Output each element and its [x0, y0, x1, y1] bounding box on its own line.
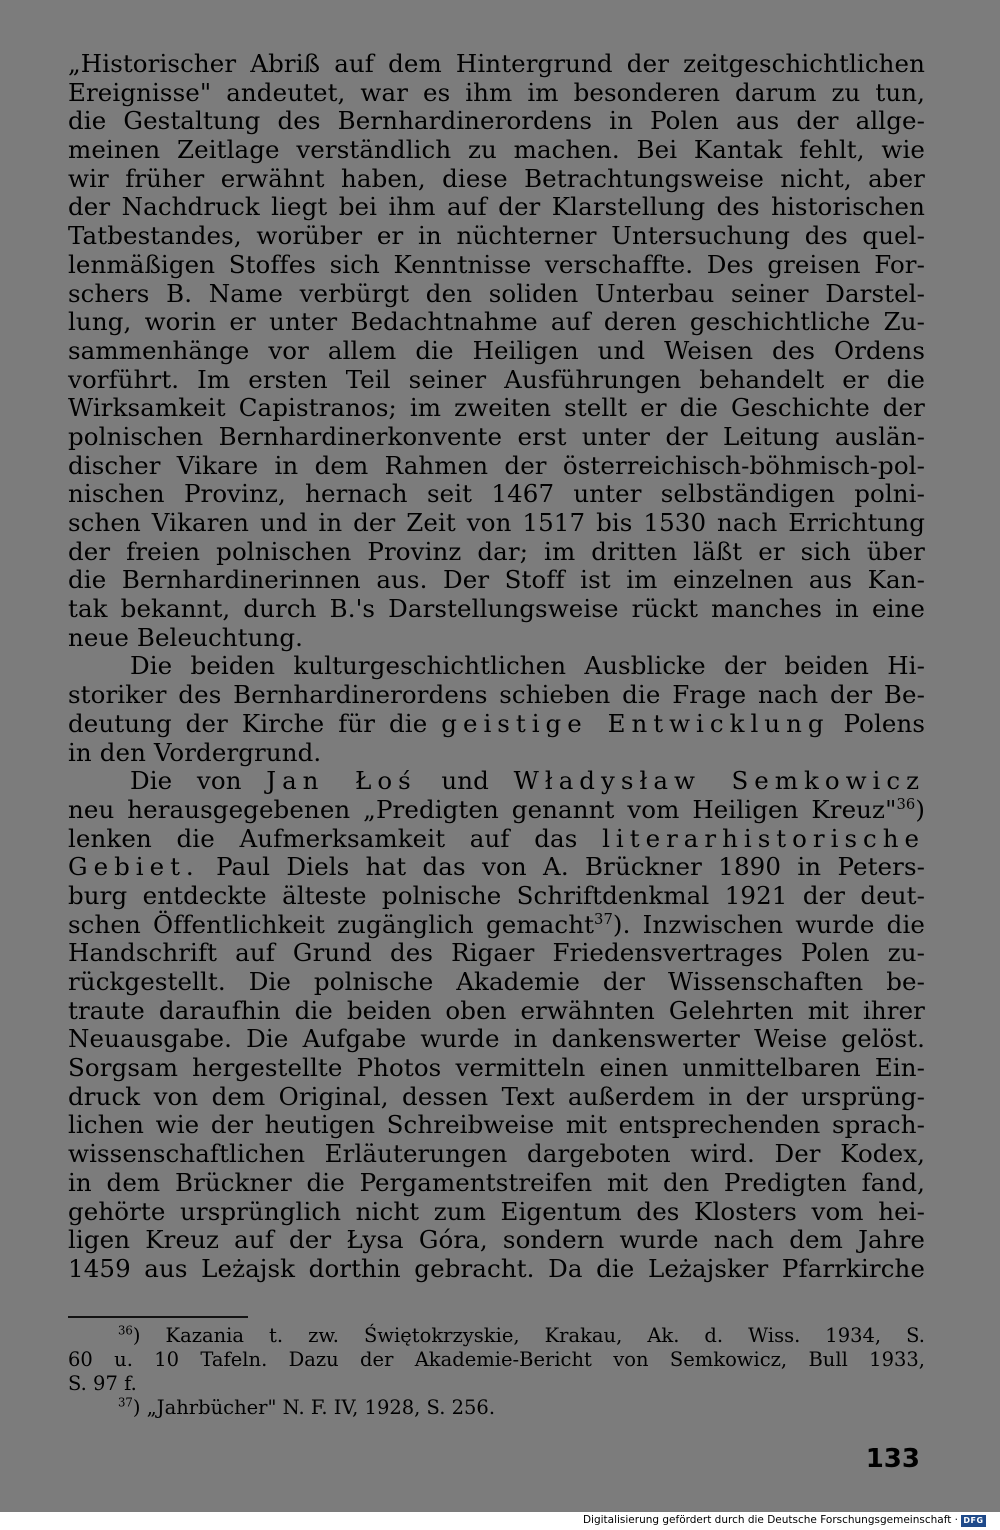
text-line — [68, 911, 925, 940]
footnote-36 — [68, 1324, 925, 1348]
text-line: Wirksamkeit Capistranos; im zweiten stellt er die Geschichte der — [68, 393, 925, 423]
text-line: druck von dem Original, dessen Text außerdem in der ursprüng- — [68, 1081, 925, 1111]
text-segment: ) — [915, 794, 925, 824]
text-line: sammenhänge vor allem die Heiligen und Weisen des Ordens — [68, 335, 925, 365]
text-segment: Die von — [130, 766, 242, 796]
text-segment: Polens — [843, 708, 926, 738]
spaced-emphasis: Jan Łoś — [266, 766, 417, 796]
text-segment: schen Öffentlichkeit zugänglich gemacht — [68, 909, 595, 939]
text-segment: und — [441, 766, 489, 796]
footnote-reference: 36 — [896, 795, 916, 813]
footnote-divider — [68, 1316, 248, 1318]
text-segment: lenken die Aufmerksamkeit auf das — [68, 823, 578, 853]
text-line: wir früher erwähnt haben, diese Betrachtungsweise nicht, aber — [68, 163, 925, 193]
text-segment: neu herausgegebenen „Predigten genannt vom Heiligen Kreuz" — [68, 794, 897, 824]
footnote-reference: 37 — [594, 910, 613, 928]
text-segment: Paul Diels hat das von A. Brückner 1890 in Peters- — [216, 852, 925, 882]
text-line — [68, 710, 925, 739]
text-line: ligen Kreuz auf der Łysa Góra, sondern wurde nach dem Jahre — [68, 1225, 925, 1255]
text-line — [68, 796, 925, 825]
text-line: traute daraufhin die beiden oben erwähnten Gelehrten mit ihrer — [68, 995, 925, 1025]
text-line: Die beiden kulturgeschichtlichen Ausblicke der beiden Hi- — [130, 651, 925, 681]
body-text — [68, 50, 925, 1284]
footnote-36-continued: 60 u. 10 Tafeln. Dazu der Akademie-Bericht von Semkowicz, Bull 1933, — [68, 1348, 925, 1371]
text-line: lung, worin er unter Bedachtnahme auf deren geschichtliche Zu- — [68, 307, 925, 337]
footnote-36-continued: S. 97 f. — [68, 1372, 137, 1395]
footnote-text: ) Kazania t. zw. Świętokrzyskie, Krakau, Ak. d. Wiss. 1934, S. — [132, 1324, 925, 1347]
text-line — [68, 853, 925, 882]
text-line: „Historischer Abriß auf dem Hintergrund der zeitgeschichtlichen — [68, 49, 925, 78]
text-line — [68, 825, 925, 854]
text-line: rückgestellt. Die polnische Akademie der Wissenschaften be- — [68, 967, 925, 996]
text-line: vorführt. Im ersten Teil seiner Ausführungen behandelt er die — [68, 364, 925, 394]
text-segment: deutung der Kirche für die — [68, 708, 428, 738]
spaced-emphasis: literarhistorische — [602, 823, 926, 853]
text-line: in den Vordergrund. — [68, 737, 322, 767]
text-line: neue Beleuchtung. — [68, 622, 304, 652]
text-line: wissenschaftlichen Erläuterungen dargeboten wird. Der Kodex, — [68, 1139, 925, 1169]
text-segment: ). Inzwischen wurde die — [612, 909, 925, 939]
text-line: 1459 aus Leżajsk dorthin gebracht. Da die Leżajsker Pfarrkirche — [68, 1253, 925, 1283]
spaced-emphasis: Władysław Semkowicz — [513, 766, 926, 796]
funding-notice: Digitalisierung gefördert durch die Deutsche Forschungsgemeinschaft · — [582, 1514, 958, 1526]
footnote-marker: 36 — [118, 1323, 133, 1338]
text-line: polnischen Bernhardinerkonvente erst unter der Leitung auslän- — [68, 421, 925, 451]
footnote-marker: 37 — [118, 1395, 133, 1410]
spaced-emphasis: Gebiet. — [68, 852, 200, 882]
text-line: Tatbestandes, worüber er in nüchterner Untersuchung des quel- — [68, 221, 925, 251]
dfg-logo-icon: DFG — [961, 1515, 986, 1527]
text-line: tak bekannt, durch B.'s Darstellungsweise rückt manches in eine — [68, 594, 925, 624]
text-line: lichen wie der heutigen Schreibweise mit entsprechenden sprach- — [68, 1110, 925, 1140]
text-line — [68, 767, 925, 796]
text-line: der Nachdruck liegt bei ihm auf der Klarstellung des historischen — [68, 192, 925, 222]
text-line: discher Vikare in dem Rahmen der österreichisch-böhmisch-pol- — [68, 450, 925, 480]
text-line: Neuausgabe. Die Aufgabe wurde in dankenswerter Weise gelöst. — [68, 1024, 925, 1054]
text-line: nischen Provinz, hernach seit 1467 unter selbständigen polni- — [68, 479, 925, 509]
page-number: 133 — [865, 1444, 920, 1474]
text-line: Ereignisse" andeutet, war es ihm im besonderen darum zu tun, — [68, 77, 925, 107]
text-line: die Bernhardinerinnen aus. Der Stoff ist im einzelnen aus Kan- — [68, 565, 925, 595]
text-line: gehörte ursprünglich nicht zum Eigentum des Klosters vom hei- — [68, 1196, 925, 1226]
text-line: meinen Zeitlage verständlich zu machen. Bei Kantak fehlt, wie — [68, 135, 925, 165]
spaced-emphasis: geistige Entwicklung — [441, 708, 830, 738]
text-line: schen Vikaren und in der Zeit von 1517 bis 1530 nach Errichtung — [68, 508, 925, 537]
text-line: lenmäßigen Stoffes sich Kenntnisse verschaffte. Des greisen For- — [68, 249, 925, 279]
text-line: schers B. Name verbürgt den soliden Unterbau seiner Darstel- — [68, 278, 925, 308]
text-line: storiker des Bernhardinerordens schieben die Frage nach der Be- — [68, 680, 925, 710]
text-line: der freien polnischen Provinz dar; im dritten läßt er sich über — [68, 536, 925, 566]
footnotes — [68, 1324, 925, 1420]
footnote-37 — [68, 1396, 925, 1420]
text-line: burg entdeckte älteste polnische Schriftdenkmal 1921 der deut- — [68, 880, 925, 910]
text-line: Handschrift auf Grund des Rigaer Friedensvertrages Polen zu- — [68, 938, 925, 968]
footnote-text: ) „Jahrbücher" N. F. IV, 1928, S. 256. — [132, 1396, 496, 1419]
text-line: die Gestaltung des Bernhardinerordens in Polen aus der allge- — [68, 106, 925, 136]
text-line: in dem Brückner die Pergamentstreifen mit den Predigten fand, — [68, 1167, 925, 1197]
text-line: Sorgsam hergestellte Photos vermitteln einen unmittelbaren Ein- — [68, 1053, 925, 1083]
